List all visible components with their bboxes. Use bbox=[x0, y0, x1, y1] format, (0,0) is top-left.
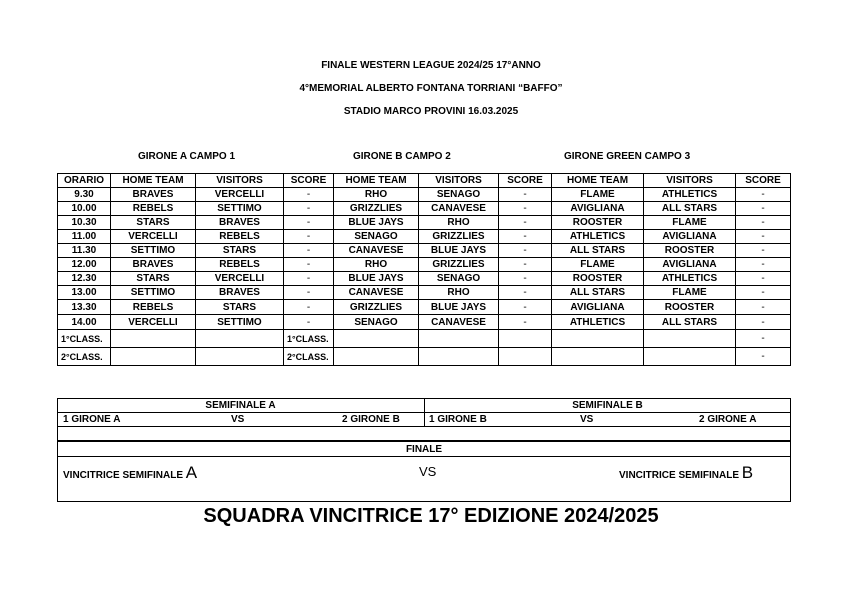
team-cell: VERCELLI bbox=[196, 188, 284, 202]
team-cell: STARS bbox=[111, 216, 196, 230]
team-cell: VERCELLI bbox=[111, 315, 196, 330]
team-cell: REBELS bbox=[196, 230, 284, 244]
score-cell: - bbox=[284, 188, 334, 202]
team-cell: FLAME bbox=[644, 286, 736, 300]
team-cell: ALL STARS bbox=[552, 244, 644, 258]
empty-cell bbox=[111, 330, 196, 348]
team-cell: SENAGO bbox=[419, 188, 499, 202]
team-cell: VERCELLI bbox=[196, 272, 284, 286]
column-header: ORARIO bbox=[58, 174, 111, 188]
title-line-3: STADIO MARCO PROVINI 16.03.2025 bbox=[343, 106, 519, 117]
score-cell: - bbox=[499, 244, 552, 258]
team-cell: SETTIMO bbox=[111, 244, 196, 258]
score-cell: - bbox=[499, 300, 552, 315]
winner-banner: SQUADRA VINCITRICE 17° EDIZIONE 2024/2025 bbox=[203, 505, 659, 527]
final-title: FINALE bbox=[405, 444, 443, 455]
score-cell: - bbox=[499, 230, 552, 244]
empty-cell bbox=[334, 330, 419, 348]
score-cell: - bbox=[736, 286, 791, 300]
final-left-letter: A bbox=[185, 463, 198, 482]
score-cell: - bbox=[736, 216, 791, 230]
empty-cell bbox=[644, 330, 736, 348]
team-cell: ROOSTER bbox=[552, 216, 644, 230]
final-right bbox=[619, 463, 753, 483]
semifinal-a-title: SEMIFINALE A bbox=[205, 400, 276, 411]
score-cell: - bbox=[736, 244, 791, 258]
table-header-row bbox=[58, 174, 791, 188]
empty-cell bbox=[196, 348, 284, 366]
table-row bbox=[58, 300, 791, 315]
score-cell: - bbox=[284, 300, 334, 315]
semifinal-b-vs: VS bbox=[580, 414, 594, 425]
team-cell: SENAGO bbox=[419, 272, 499, 286]
score-cell: - bbox=[499, 216, 552, 230]
score-cell: - bbox=[284, 258, 334, 272]
schedule-table bbox=[57, 173, 791, 366]
team-cell: RHO bbox=[419, 286, 499, 300]
team-cell: RHO bbox=[419, 216, 499, 230]
time-cell: 13.00 bbox=[58, 286, 111, 300]
team-cell: REBELS bbox=[111, 202, 196, 216]
team-cell: SETTIMO bbox=[111, 286, 196, 300]
time-cell: 14.00 bbox=[58, 315, 111, 330]
group-green-label: GIRONE GREEN CAMPO 3 bbox=[564, 151, 691, 162]
score-cell: - bbox=[284, 315, 334, 330]
team-cell: ATHLETICS bbox=[552, 315, 644, 330]
empty-cell bbox=[419, 330, 499, 348]
column-header: VISITORS bbox=[196, 174, 284, 188]
empty-cell bbox=[552, 348, 644, 366]
final-left-label: VINCITRICE SEMIFINALE bbox=[63, 470, 184, 481]
score-cell: - bbox=[736, 258, 791, 272]
team-cell: GRIZZLIES bbox=[334, 202, 419, 216]
final-right-label: VINCITRICE SEMIFINALE bbox=[619, 470, 740, 481]
team-cell: AVIGLIANA bbox=[552, 300, 644, 315]
team-cell: BRAVES bbox=[111, 188, 196, 202]
table-row bbox=[58, 216, 791, 230]
empty-cell bbox=[196, 330, 284, 348]
empty-cell bbox=[644, 348, 736, 366]
team-cell: RHO bbox=[334, 258, 419, 272]
table-row bbox=[58, 188, 791, 202]
column-header: HOME TEAM bbox=[111, 174, 196, 188]
table-row bbox=[58, 202, 791, 216]
team-cell: ROOSTER bbox=[644, 300, 736, 315]
score-cell: - bbox=[284, 202, 334, 216]
team-cell: ALL STARS bbox=[552, 286, 644, 300]
semifinal-a-vs: VS bbox=[231, 414, 245, 425]
team-cell: CANAVESE bbox=[334, 244, 419, 258]
team-cell: ATHLETICS bbox=[644, 188, 736, 202]
title-line-2: 4°MEMORIAL ALBERTO FONTANA TORRIANI “BAFFO” bbox=[299, 83, 563, 94]
team-cell: FLAME bbox=[552, 188, 644, 202]
table-row bbox=[58, 286, 791, 300]
score-cell: - bbox=[284, 244, 334, 258]
team-cell: GRIZZLIES bbox=[334, 300, 419, 315]
team-cell: BRAVES bbox=[111, 258, 196, 272]
column-header: VISITORS bbox=[419, 174, 499, 188]
team-cell: ATHLETICS bbox=[644, 272, 736, 286]
score-cell: - bbox=[284, 216, 334, 230]
score-cell: - bbox=[284, 272, 334, 286]
column-header: VISITORS bbox=[644, 174, 736, 188]
team-cell: BLUE JAYS bbox=[419, 300, 499, 315]
time-cell: 12.00 bbox=[58, 258, 111, 272]
team-cell: SETTIMO bbox=[196, 202, 284, 216]
score-cell: - bbox=[736, 272, 791, 286]
semifinal-b-left: 1 GIRONE B bbox=[429, 414, 487, 425]
team-cell: STARS bbox=[196, 300, 284, 315]
group-a-label: GIRONE A CAMPO 1 bbox=[138, 151, 236, 162]
score-cell: - bbox=[736, 315, 791, 330]
team-cell: BRAVES bbox=[196, 286, 284, 300]
team-cell: ATHLETICS bbox=[552, 230, 644, 244]
team-cell: STARS bbox=[111, 272, 196, 286]
column-header: SCORE bbox=[736, 174, 791, 188]
classification-label: 2°CLASS. bbox=[58, 348, 111, 366]
team-cell: CANAVESE bbox=[419, 315, 499, 330]
classification-row bbox=[58, 330, 791, 348]
time-cell: 10.30 bbox=[58, 216, 111, 230]
time-cell: 12.30 bbox=[58, 272, 111, 286]
score-cell: - bbox=[736, 300, 791, 315]
team-cell: AVIGLIANA bbox=[644, 230, 736, 244]
table-row bbox=[58, 258, 791, 272]
team-cell: ALL STARS bbox=[644, 202, 736, 216]
semifinal-b-right: 2 GIRONE A bbox=[699, 414, 757, 425]
team-cell: SENAGO bbox=[334, 315, 419, 330]
team-cell: AVIGLIANA bbox=[644, 258, 736, 272]
team-cell: ROOSTER bbox=[644, 244, 736, 258]
table-row bbox=[58, 244, 791, 258]
team-cell: REBELS bbox=[196, 258, 284, 272]
time-cell: 11.30 bbox=[58, 244, 111, 258]
final-left bbox=[63, 463, 197, 483]
classification-label: 1°CLASS. bbox=[58, 330, 111, 348]
final-right-letter: B bbox=[741, 463, 754, 482]
column-header: HOME TEAM bbox=[334, 174, 419, 188]
team-cell: ROOSTER bbox=[552, 272, 644, 286]
score-cell: - bbox=[284, 286, 334, 300]
column-header: HOME TEAM bbox=[552, 174, 644, 188]
score-cell: - bbox=[499, 188, 552, 202]
title-line-1: FINALE WESTERN LEAGUE 2024/25 17°ANNO bbox=[321, 60, 541, 71]
score-cell: - bbox=[499, 286, 552, 300]
empty-cell bbox=[499, 330, 552, 348]
score-cell: - bbox=[736, 230, 791, 244]
time-cell: 13.30 bbox=[58, 300, 111, 315]
team-cell: GRIZZLIES bbox=[419, 230, 499, 244]
team-cell: SETTIMO bbox=[196, 315, 284, 330]
team-cell: CANAVESE bbox=[419, 202, 499, 216]
score-cell: - bbox=[499, 258, 552, 272]
team-cell: REBELS bbox=[111, 300, 196, 315]
team-cell: FLAME bbox=[644, 216, 736, 230]
time-cell: 10.00 bbox=[58, 202, 111, 216]
score-cell: - bbox=[499, 315, 552, 330]
score-cell: - bbox=[284, 230, 334, 244]
table-row bbox=[58, 230, 791, 244]
score-cell: - bbox=[736, 330, 791, 348]
semifinal-a-right: 2 GIRONE B bbox=[342, 414, 400, 425]
classification-label: 2°CLASS. bbox=[284, 348, 334, 366]
column-header: SCORE bbox=[499, 174, 552, 188]
group-b-label: GIRONE B CAMPO 2 bbox=[353, 151, 451, 162]
semifinal-b-title: SEMIFINALE B bbox=[572, 400, 643, 411]
empty-cell bbox=[552, 330, 644, 348]
team-cell: AVIGLIANA bbox=[552, 202, 644, 216]
team-cell: RHO bbox=[334, 188, 419, 202]
classification-label: 1°CLASS. bbox=[284, 330, 334, 348]
team-cell: CANAVESE bbox=[334, 286, 419, 300]
score-cell: - bbox=[736, 348, 791, 366]
empty-cell bbox=[111, 348, 196, 366]
column-header: SCORE bbox=[284, 174, 334, 188]
team-cell: ALL STARS bbox=[644, 315, 736, 330]
score-cell: - bbox=[736, 188, 791, 202]
team-cell: BRAVES bbox=[196, 216, 284, 230]
table-row bbox=[58, 315, 791, 330]
team-cell: BLUE JAYS bbox=[334, 216, 419, 230]
classification-row bbox=[58, 348, 791, 366]
team-cell: SENAGO bbox=[334, 230, 419, 244]
team-cell: BLUE JAYS bbox=[419, 244, 499, 258]
team-cell: FLAME bbox=[552, 258, 644, 272]
team-cell: VERCELLI bbox=[111, 230, 196, 244]
time-cell: 11.00 bbox=[58, 230, 111, 244]
empty-cell bbox=[419, 348, 499, 366]
team-cell: GRIZZLIES bbox=[419, 258, 499, 272]
time-cell: 9.30 bbox=[58, 188, 111, 202]
empty-cell bbox=[499, 348, 552, 366]
final-vs: VS bbox=[419, 464, 437, 479]
score-cell: - bbox=[499, 272, 552, 286]
score-cell: - bbox=[736, 202, 791, 216]
table-row bbox=[58, 272, 791, 286]
team-cell: BLUE JAYS bbox=[334, 272, 419, 286]
score-cell: - bbox=[499, 202, 552, 216]
team-cell: STARS bbox=[196, 244, 284, 258]
semifinal-a-left: 1 GIRONE A bbox=[63, 414, 121, 425]
empty-cell bbox=[334, 348, 419, 366]
